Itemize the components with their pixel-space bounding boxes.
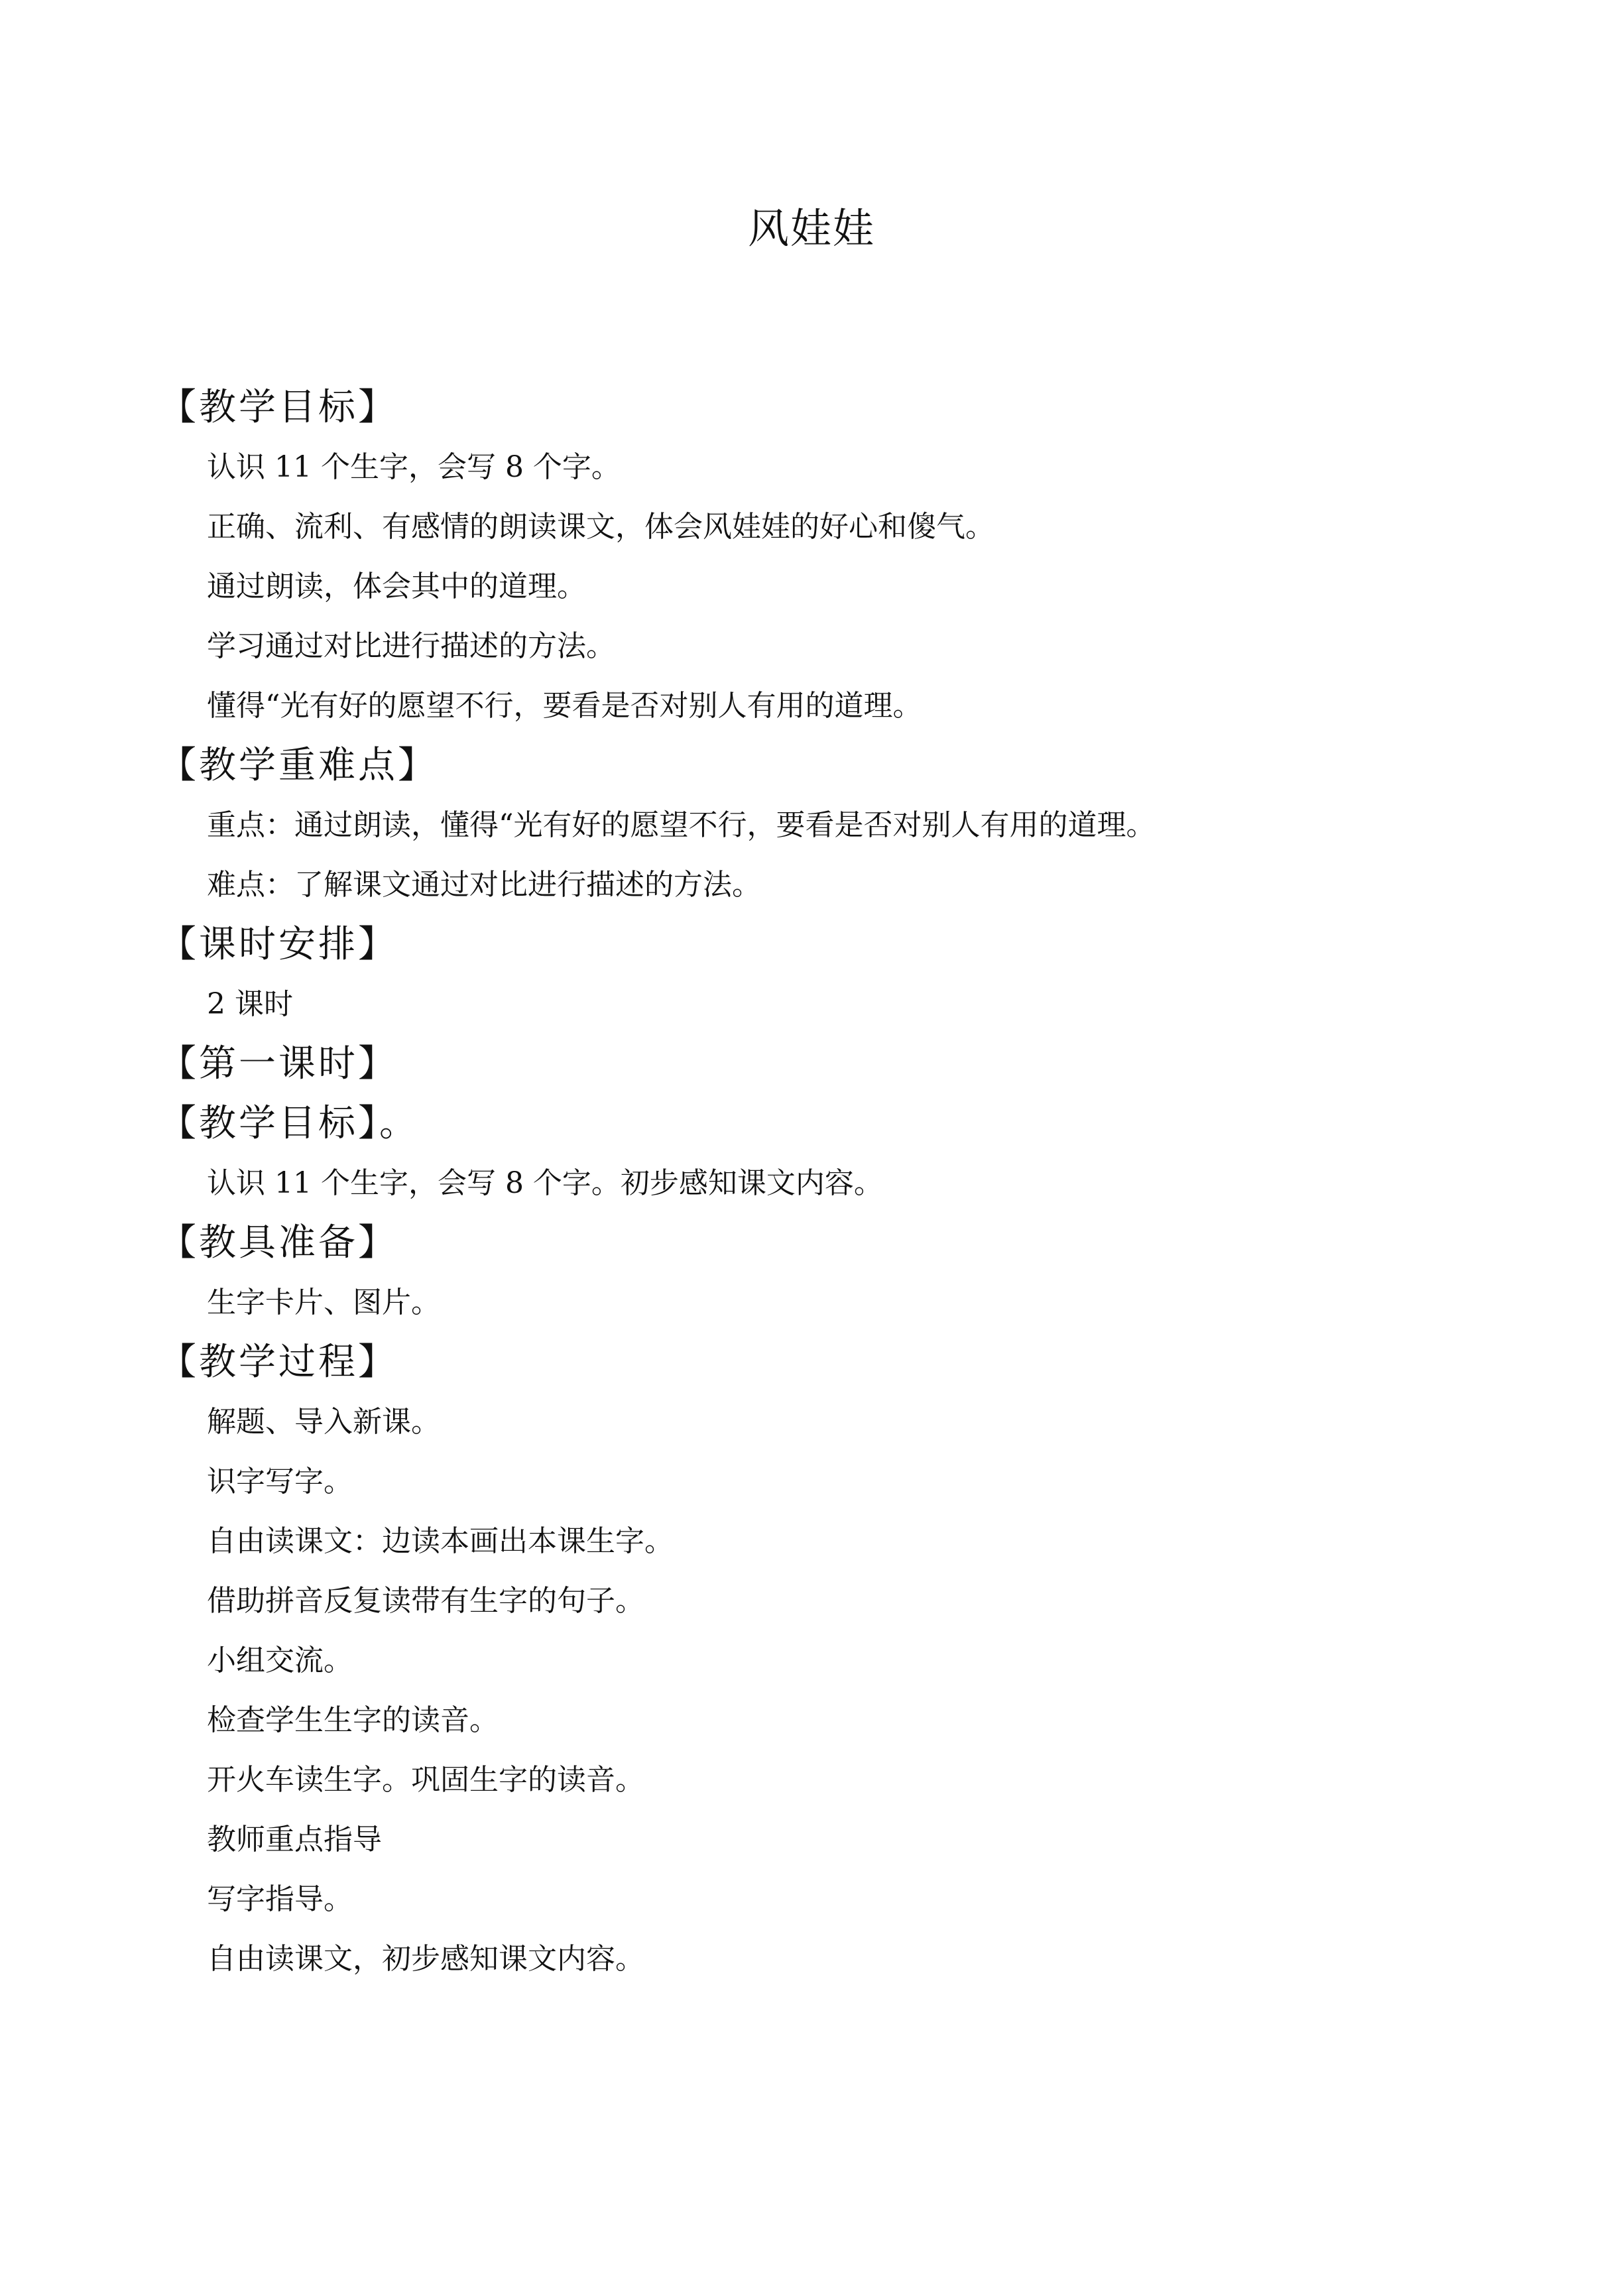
list-item: 学习通过对比进行描述的方法。	[207, 629, 615, 663]
list-item: 正确、流利、有感情的朗读课文，体会风娃娃的好心和傻气。	[207, 510, 994, 544]
list-item: 写字指导。	[207, 1882, 353, 1916]
document-body	[159, 378, 1485, 1989]
list-item: 小组交流。	[207, 1644, 353, 1677]
list-item: 开火车读生字。巩固生字的读音。	[207, 1763, 644, 1797]
list-item: 通过朗读，体会其中的道理。	[207, 570, 586, 603]
list-item: 借助拼音反复读带有生字的句子。	[207, 1584, 644, 1618]
list-item: 教师重点指导	[207, 1823, 382, 1856]
list-item: 检查学生生字的读音。	[207, 1703, 499, 1737]
document-title: 风娃娃	[747, 204, 875, 253]
list-item: 懂得“光有好的愿望不行，要看是否对别人有用的道理。	[207, 689, 922, 723]
list-item: 重点：通过朗读，懂得“光有好的愿望不行，要看是否对别人有用的道理。	[207, 808, 1156, 842]
list-item: 识字写字。	[207, 1465, 353, 1498]
section-heading-first-lesson: 【第一课时】	[159, 1042, 398, 1085]
list-item: 生字卡片、图片。	[207, 1286, 440, 1319]
section-heading-teaching-goals: 【教学目标】	[159, 386, 398, 429]
section-heading-materials: 【教具准备】	[159, 1221, 398, 1264]
list-item: 认识 11 个生字，会写 8 个字。初步感知课文内容。	[207, 1166, 883, 1200]
section-heading-schedule: 【课时安排】	[159, 923, 398, 966]
section-heading-lesson-goals: 【教学目标】。	[159, 1102, 419, 1145]
list-item: 解题、导入新课。	[207, 1405, 440, 1439]
list-item: 自由读课文，初步感知课文内容。	[207, 1942, 644, 1976]
list-item: 自由读课文：边读本画出本课生字。	[207, 1524, 674, 1558]
list-item: 难点：了解课文通过对比进行描述的方法。	[207, 868, 761, 902]
list-item: 2 课时	[207, 987, 293, 1021]
list-item: 认识 11 个生字，会写 8 个字。	[207, 450, 621, 484]
section-heading-process: 【教学过程】	[159, 1341, 398, 1384]
section-heading-key-points: 【教学重难点】	[159, 744, 438, 787]
